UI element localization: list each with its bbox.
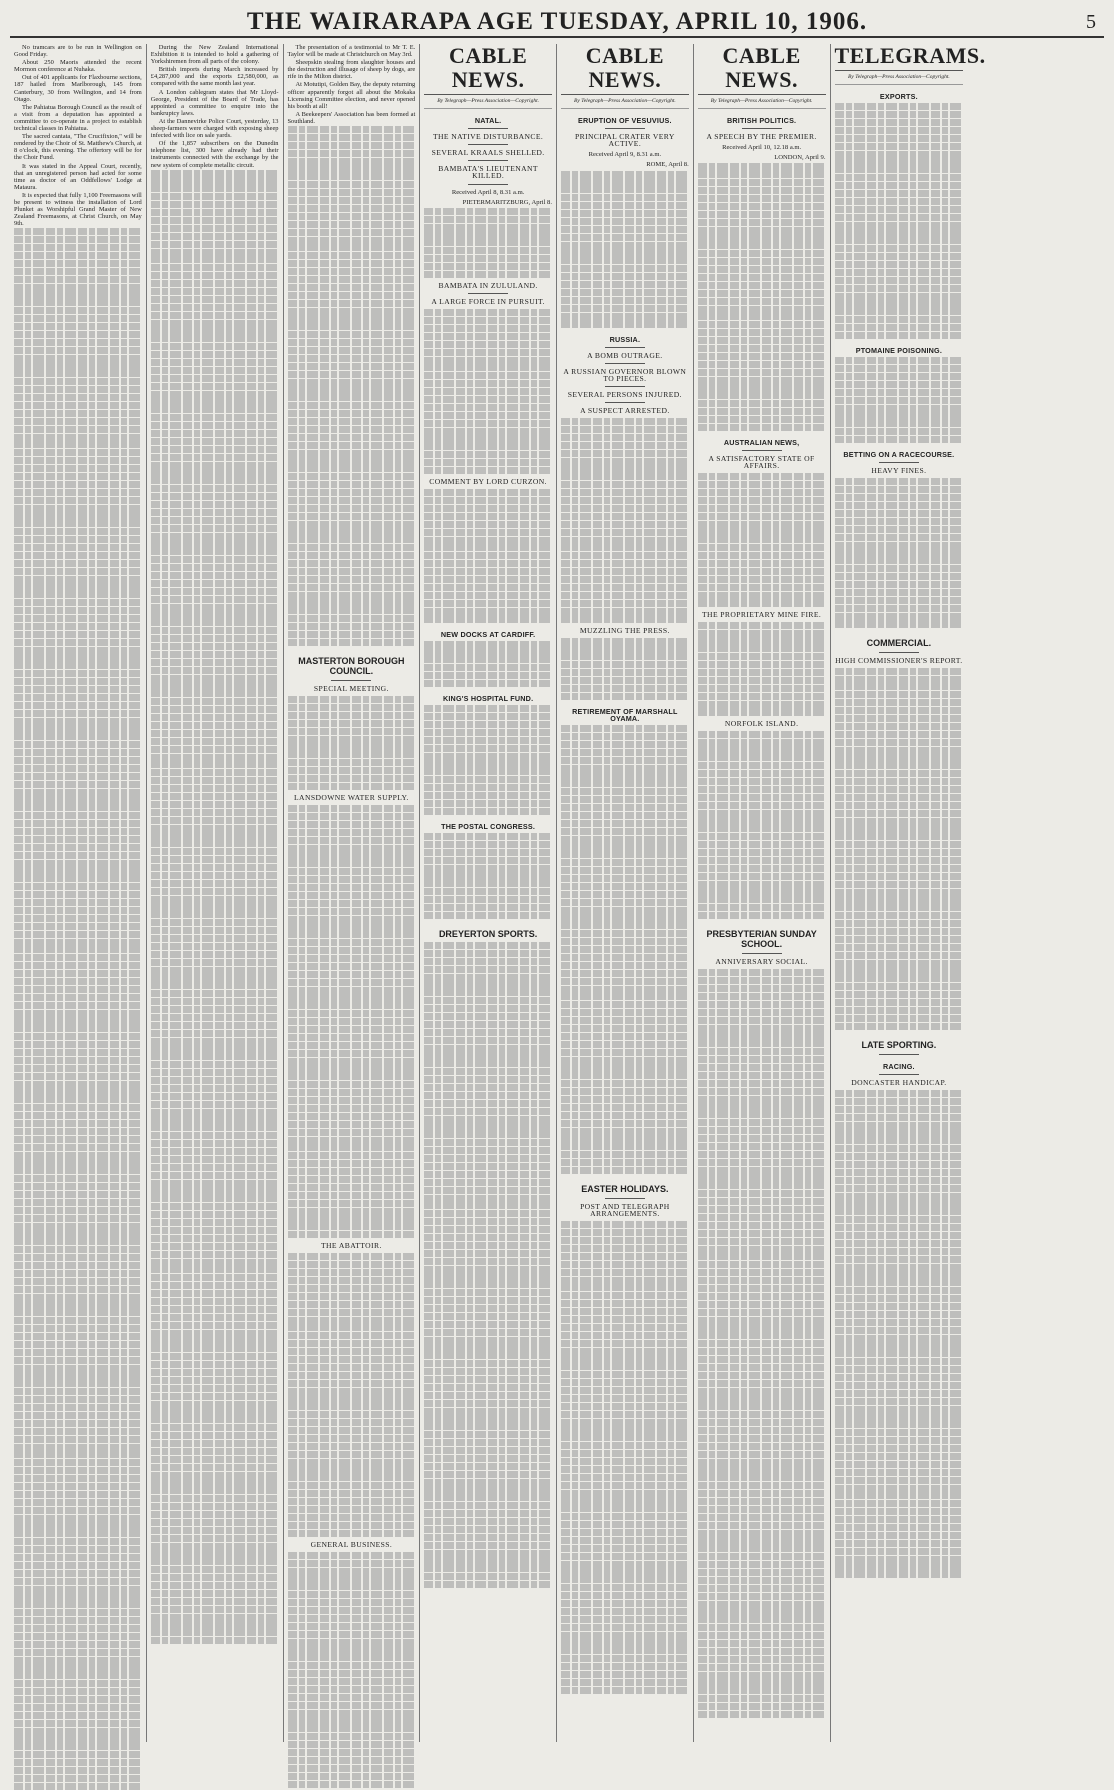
section-subheading: HEAVY FINES. bbox=[871, 466, 927, 476]
news-paragraph: It is expected that fully 1,100 Freemasons will be present to witness the installation of Lord Plunket as Worshipful Grand Master of New Zealand Freemasons, at Christ Church, on May 9th. bbox=[14, 191, 142, 228]
section-heading: EASTER HOLIDAYS. bbox=[581, 1184, 669, 1195]
text-block bbox=[288, 1253, 416, 1536]
text-block bbox=[698, 163, 826, 430]
section-subheading: COMMENT BY LORD CURZON. bbox=[429, 477, 547, 487]
section-subheading: THE NATIVE DISTURBANCE. bbox=[433, 132, 544, 142]
news-paragraph: No tramcars are to be run in Wellington on Good Friday. bbox=[14, 44, 142, 59]
text-block bbox=[835, 103, 964, 339]
text-block bbox=[835, 478, 964, 627]
news-paragraph: During the New Zealand International Exhibition it is intended to hold a gathering of Yorkshiremen from all parts of the colony. bbox=[150, 44, 279, 66]
newspaper-title: THE WAIRARAPA AGE TUESDAY, APRIL 10, 1906. bbox=[246, 8, 868, 35]
section-subheading: A SPEECH BY THE PREMIER. bbox=[706, 132, 817, 142]
section-subheading: THE PROPRIETARY MINE FIRE. bbox=[702, 609, 822, 619]
newspaper-columns bbox=[10, 44, 1104, 1742]
section-subheading: SEVERAL KRAALS SHELLED. bbox=[431, 148, 545, 158]
divider bbox=[331, 680, 371, 681]
divider bbox=[605, 1198, 645, 1199]
text-block bbox=[424, 309, 552, 474]
section-heading: NEW DOCKS AT CARDIFF. bbox=[440, 629, 536, 639]
text-block bbox=[698, 969, 826, 1718]
news-paragraph: At the Dannevirke Police Court, yesterday, 13 sheep-farmers were charged with exposing sheep infected with lice on sale yards. bbox=[150, 117, 279, 140]
section-heading: RETIREMENT OF MARSHALL OYAMA. bbox=[572, 706, 678, 724]
divider bbox=[742, 450, 782, 451]
section-heading: KING'S HOSPITAL FUND. bbox=[442, 694, 534, 704]
divider bbox=[879, 1074, 919, 1075]
divider bbox=[468, 184, 508, 185]
section-heading: ERUPTION OF VESUVIUS. bbox=[578, 116, 672, 126]
section-heading: EXPORTS. bbox=[879, 92, 918, 102]
column-5 bbox=[557, 44, 694, 1742]
section-subheading: HIGH COMMISSIONER'S REPORT. bbox=[835, 655, 963, 665]
byline: By Telegraph—Press Association—Copyright. bbox=[424, 98, 552, 109]
received-dateline: Received April 8, 8.31 a.m. bbox=[451, 188, 525, 196]
section-subheading: ANNIVERSARY SOCIAL. bbox=[715, 957, 808, 967]
divider bbox=[605, 347, 645, 348]
section-heading: PTOMAINE POISONING. bbox=[855, 346, 943, 356]
text-block bbox=[424, 208, 552, 278]
divider bbox=[879, 462, 919, 463]
text-block bbox=[424, 942, 552, 1588]
news-paragraph: The sacred cantata, "The Crucifixion," will be rendered by the Choir of St. Matthew's Church, at 8 o'clock, this evening. The offertory will be for the Choir Fund. bbox=[14, 133, 142, 162]
section-subheading: GENERAL BUSINESS. bbox=[310, 1539, 393, 1549]
news-paragraph: Out of 401 applicants for Flaxbourne sections, 187 hailed from Marlborough, 145 from Canterbury, 30 from Wellington, and 14 from Otago. bbox=[14, 74, 142, 103]
column-4 bbox=[420, 44, 557, 1742]
section-subheading: DONCASTER HANDICAP. bbox=[851, 1077, 947, 1087]
divider bbox=[468, 144, 508, 145]
column-1 bbox=[10, 44, 147, 1742]
news-paragraph: It was stated in the Appeal Court, recently, that an unregistered person had acted for some time as doctor of an Oddfellows' Lodge at Mataura. bbox=[14, 162, 142, 191]
divider bbox=[605, 386, 645, 387]
section-subheading: POST AND TELEGRAPH ARRANGEMENTS. bbox=[580, 1202, 670, 1219]
divider bbox=[879, 1054, 919, 1055]
column-7 bbox=[831, 43, 986, 1742]
byline: By Telegraph—Press Association—Copyright. bbox=[561, 98, 689, 109]
text-block bbox=[835, 357, 964, 443]
column-3 bbox=[284, 44, 421, 1742]
divider bbox=[468, 160, 508, 161]
section-subheading: A SUSPECT ARRESTED. bbox=[580, 406, 670, 416]
section-subheading: A SATISFACTORY STATE OF AFFAIRS. bbox=[708, 454, 815, 471]
text-block bbox=[835, 668, 964, 1030]
section-heading: PRESBYTERIAN SUNDAY SCHOOL. bbox=[706, 929, 817, 950]
section-subheading: MUZZLING THE PRESS. bbox=[579, 625, 670, 635]
text-block bbox=[288, 696, 416, 790]
section-heading: RACING. bbox=[883, 1061, 915, 1071]
section-masthead: CABLE NEWS. bbox=[424, 44, 552, 95]
section-heading: AUSTRALIAN NEWS, bbox=[723, 437, 800, 447]
text-block bbox=[698, 473, 826, 606]
news-paragraph: Sheepskin stealing from slaughter houses and the destruction and illusage of sheep by dogs, are rife in the Milton district. bbox=[287, 59, 416, 81]
divider bbox=[605, 128, 645, 129]
text-block bbox=[424, 641, 552, 688]
news-paragraph: The Pahiatua Borough Council as the result of a visit from a deputation has appointed a committee to co-operate in a project to establish technical classes in Pahiatua. bbox=[14, 103, 142, 133]
text-block bbox=[561, 638, 689, 700]
news-paragraph: A Beekeepers' Association has been formed at Southland. bbox=[287, 110, 416, 125]
section-heading: COMMERCIAL. bbox=[866, 637, 932, 648]
section-heading: THE POSTAL CONGRESS. bbox=[441, 821, 536, 831]
section-subheading: SPECIAL MEETING. bbox=[313, 684, 389, 694]
section-masthead: CABLE NEWS. bbox=[698, 44, 826, 95]
news-paragraph: At Motutipi, Golden Bay, the deputy returning officer apparently forgot all about the Mokaka Licensing Committee election, and never opened his booth at all! bbox=[287, 81, 416, 110]
divider bbox=[605, 363, 645, 364]
section-heading: RUSSIA. bbox=[609, 334, 641, 344]
divider bbox=[468, 128, 508, 129]
section-heading: DREYERTON SPORTS. bbox=[438, 929, 538, 939]
column-6 bbox=[694, 44, 831, 1742]
news-paragraph: The presentation of a testimonial to Mr T. E. Taylor will be made at Christchurch on May 3rd. bbox=[287, 44, 416, 59]
section-subheading: A RUSSIAN GOVERNOR BLOWN TO PIECES. bbox=[563, 366, 687, 383]
section-subheading: PRINCIPAL CRATER VERY ACTIVE. bbox=[575, 132, 675, 149]
received-dateline: Received April 10, 12.18 a.m. bbox=[722, 144, 802, 152]
divider bbox=[879, 652, 919, 653]
divider bbox=[468, 293, 508, 294]
section-heading: NATAL. bbox=[474, 116, 502, 126]
text-block bbox=[698, 622, 826, 716]
section-masthead: CABLE NEWS. bbox=[561, 44, 689, 95]
column-2 bbox=[147, 44, 284, 1742]
text-block bbox=[561, 1221, 689, 1694]
news-paragraph: A London cablegram states that Mr Lloyd-George, President of the Board of Trade, has appointed a committee to enquire into the bankruptcy laws. bbox=[150, 88, 279, 117]
section-subheading: LANSDOWNE WATER SUPPLY. bbox=[294, 793, 409, 802]
text-block bbox=[424, 489, 552, 622]
page-number: 5 bbox=[1086, 11, 1096, 33]
news-paragraph: About 250 Maoris attended the recent Mormon conference at Nuhaka. bbox=[14, 59, 142, 74]
section-masthead: TELEGRAMS. bbox=[835, 44, 964, 71]
place-dateline: LONDON, April 9. bbox=[774, 154, 826, 162]
place-dateline: ROME, April 8. bbox=[646, 161, 689, 169]
section-subheading: BAMBATA'S LIEUTENANT KILLED. bbox=[438, 164, 538, 181]
section-subheading: NORFOLK ISLAND. bbox=[724, 718, 799, 728]
text-block bbox=[561, 725, 689, 1174]
text-block bbox=[561, 171, 689, 328]
text-block bbox=[151, 170, 279, 1645]
divider bbox=[742, 953, 782, 954]
text-block bbox=[288, 805, 416, 1238]
byline: By Telegraph—Press Association—Copyright. bbox=[698, 98, 826, 109]
section-subheading: SEVERAL PERSONS INJURED. bbox=[567, 389, 682, 399]
divider bbox=[605, 402, 645, 403]
section-heading: BRITISH POLITICS. bbox=[726, 116, 797, 126]
section-heading: BETTING ON A RACECOURSE. bbox=[843, 450, 955, 460]
news-paragraph: Of the 1,857 subscribers on the Dunedin telephone list, 300 have already had their instruments connected with the exchange by the new system of complete metallic circuit. bbox=[150, 140, 279, 169]
received-dateline: Received April 9, 8.31 a.m. bbox=[588, 151, 662, 159]
text-block bbox=[424, 705, 552, 815]
text-block bbox=[288, 126, 416, 646]
place-dateline: PIETERMARITZBURG, April 8. bbox=[462, 198, 552, 206]
news-paragraph: British imports during March increased by £4,287,000 and the exports £2,580,000, as compared with the same month last year. bbox=[150, 66, 279, 88]
section-subheading: BAMBATA IN ZULULAND. bbox=[438, 280, 538, 290]
divider bbox=[742, 128, 782, 129]
text-block bbox=[288, 1552, 416, 1788]
text-block bbox=[835, 1090, 964, 1578]
section-heading: LATE SPORTING. bbox=[861, 1039, 937, 1050]
text-block bbox=[424, 833, 552, 919]
text-block bbox=[14, 228, 142, 1790]
text-block bbox=[698, 731, 826, 920]
masthead bbox=[10, 8, 1104, 38]
byline: By Telegraph—Press Association—Copyright. bbox=[835, 74, 964, 85]
text-block bbox=[561, 418, 689, 622]
section-subheading: THE ABATTOIR. bbox=[321, 1241, 382, 1251]
section-subheading: A LARGE FORCE IN PURSUIT. bbox=[431, 297, 545, 307]
section-heading: MASTERTON BOROUGH COUNCIL. bbox=[298, 656, 405, 677]
section-subheading: A BOMB OUTRAGE. bbox=[587, 350, 663, 360]
